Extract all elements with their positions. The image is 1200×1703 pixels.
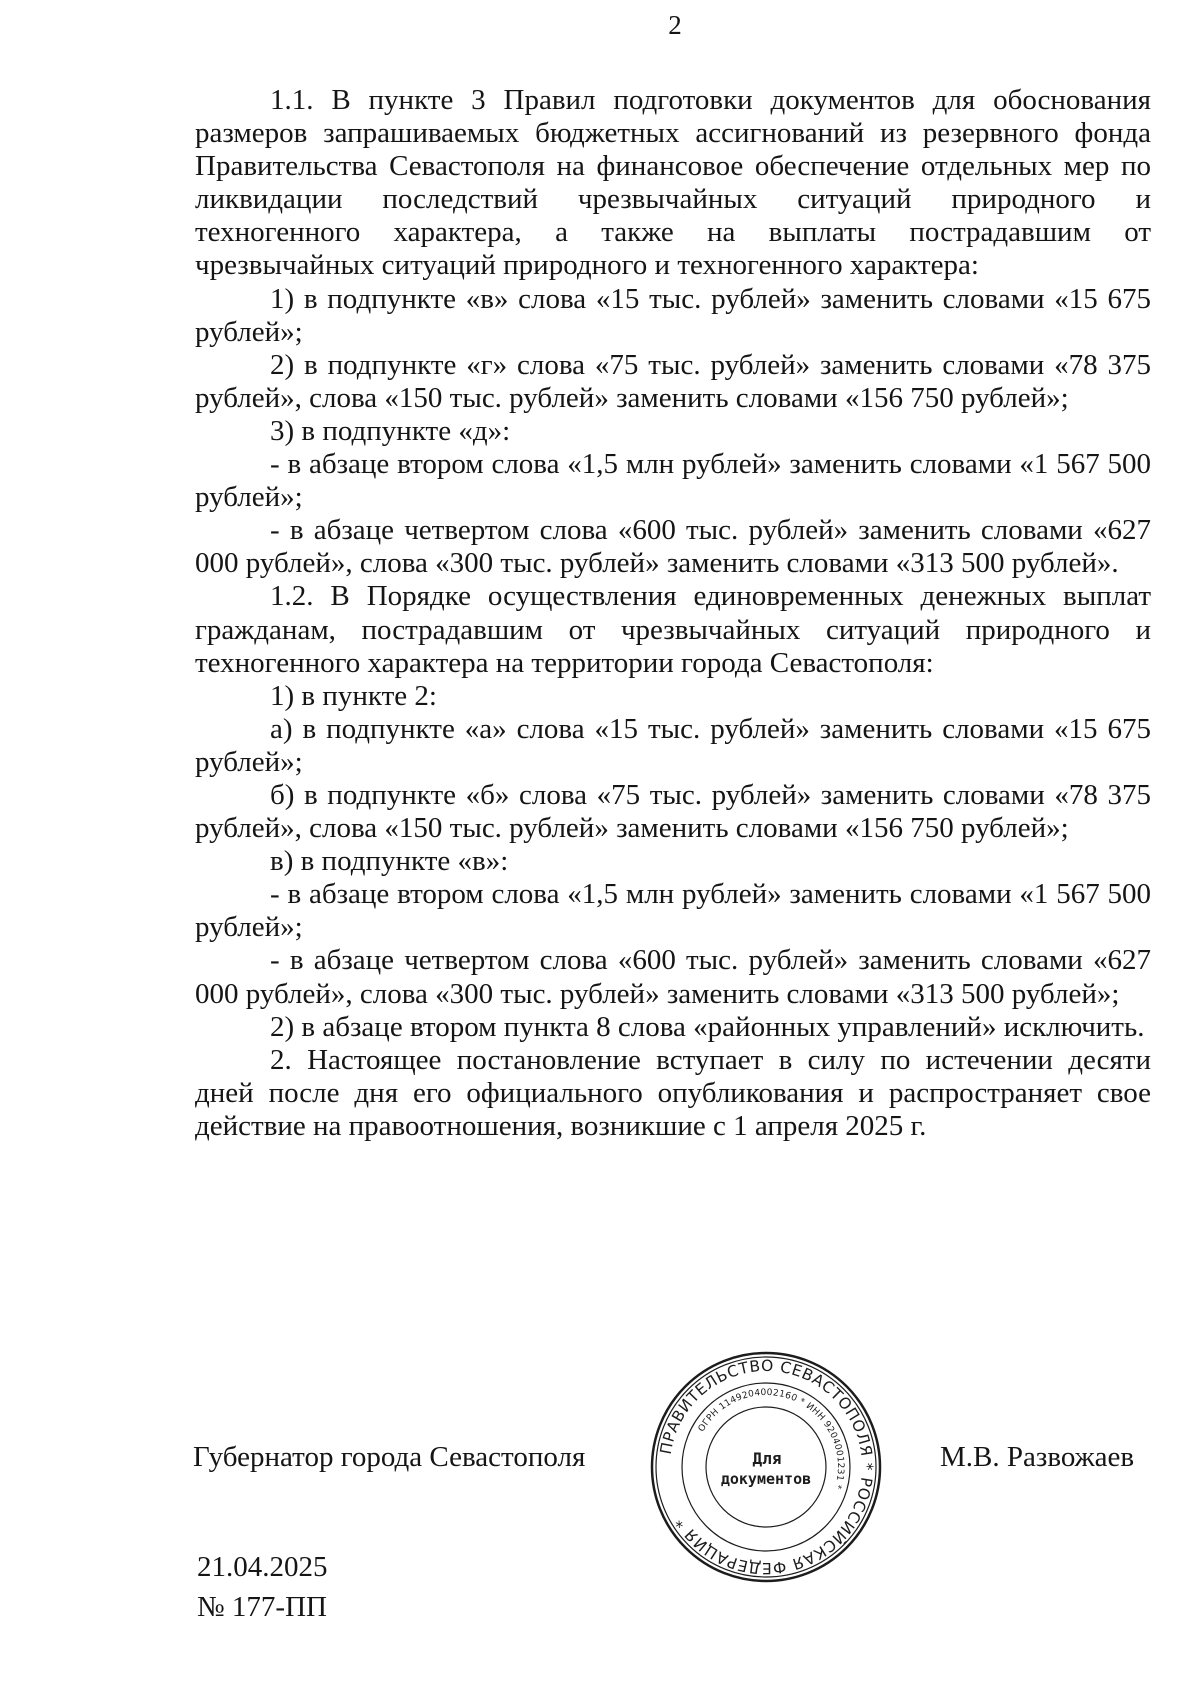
paragraph: б) в подпункте «б» слова «75 тыс. рублей» заменить словами «78 375 рублей», слова «150 тыс. рублей» заменить словами «156 750 рублей»;	[195, 778, 1151, 845]
paragraph: 2. Настоящее постановление вступает в силу по истечении десяти дней после дня его официального опубликования и распространяет свое действие на правоотношения, возникшие с 1 апреля 2025 г.	[195, 1043, 1151, 1142]
paragraph: а) в подпункте «а» слова «15 тыс. рублей» заменить словами «15 675 рублей»;	[195, 712, 1151, 778]
seal-graphic	[646, 1347, 886, 1587]
paragraph: - в абзаце четвертом слова «600 тыс. рублей» заменить словами «627 000 рублей», слова «300 тыс. рублей» заменить словами «313 500 рублей»;	[195, 944, 1151, 1010]
paragraph: в) в подпункте «в»:	[270, 845, 509, 878]
signature-block	[0, 1441, 1200, 1481]
signatory-title: Губернатор города Севастополя	[193, 1441, 586, 1473]
paragraph: 2) в подпункте «г» слова «75 тыс. рублей» заменить словами «78 375 рублей», слова «150 тыс. рублей» заменить словами «156 750 рублей»;	[195, 348, 1151, 414]
paragraph: 1) в пункте 2:	[270, 679, 437, 712]
paragraph: 1.1. В пункте 3 Правил подготовки документов для обоснования размеров запрашиваемых бюджетных ассигнований из резервного фонда Правительства Севастополя на финансовое обеспечение отдельных мер по ликвидации последствий чрезвычайных ситуаций природного и техногенного характера, а также на выплаты пострадавшим от чрезвычайных ситуаций природного и техногенного характера:	[195, 84, 1151, 282]
seal-inner-text: ОГРН 1149204002160 * ИНН 9204001231 *	[696, 1387, 846, 1491]
document-number: № 177-ПП	[197, 1591, 327, 1623]
seal-center-line-1: Для	[752, 1449, 782, 1468]
official-seal	[646, 1347, 886, 1587]
seal-outer-text: ПРАВИТЕЛЬСТВО СЕВАСТОПОЛЯ * РОССИЙСКАЯ ФЕДЕРАЦИЯ *	[656, 1356, 877, 1578]
paragraph: 1) в подпункте «в» слова «15 тыс. рублей» заменить словами «15 675 рублей»;	[195, 282, 1151, 348]
seal-center-line-2: документов	[720, 1470, 812, 1488]
paragraph: - в абзаце втором слова «1,5 млн рублей» заменить словами «1 567 500 рублей»;	[195, 878, 1151, 944]
paragraph: 2) в абзаце втором пункта 8 слова «районных управлений» исключить.	[270, 1010, 1145, 1043]
document-body	[195, 84, 1151, 1143]
paragraph: - в абзаце втором слова «1,5 млн рублей» заменить словами «1 567 500 рублей»;	[195, 448, 1151, 514]
page-number: 2	[668, 10, 682, 40]
signatory-name: М.В. Развожаев	[940, 1441, 1135, 1473]
document-date: 21.04.2025	[197, 1551, 328, 1583]
document-meta	[197, 1547, 328, 1627]
paragraph: 1.2. В Порядке осуществления единовременных денежных выплат гражданам, пострадавшим от чрезвычайных ситуаций природного и техногенного характера на территории города Севастополя:	[195, 580, 1151, 679]
paragraph: 3) в подпункте «д»:	[270, 414, 511, 447]
paragraph: - в абзаце четвертом слова «600 тыс. рублей» заменить словами «627 000 рублей», слова «300 тыс. рублей» заменить словами «313 500 рублей».	[195, 514, 1151, 580]
